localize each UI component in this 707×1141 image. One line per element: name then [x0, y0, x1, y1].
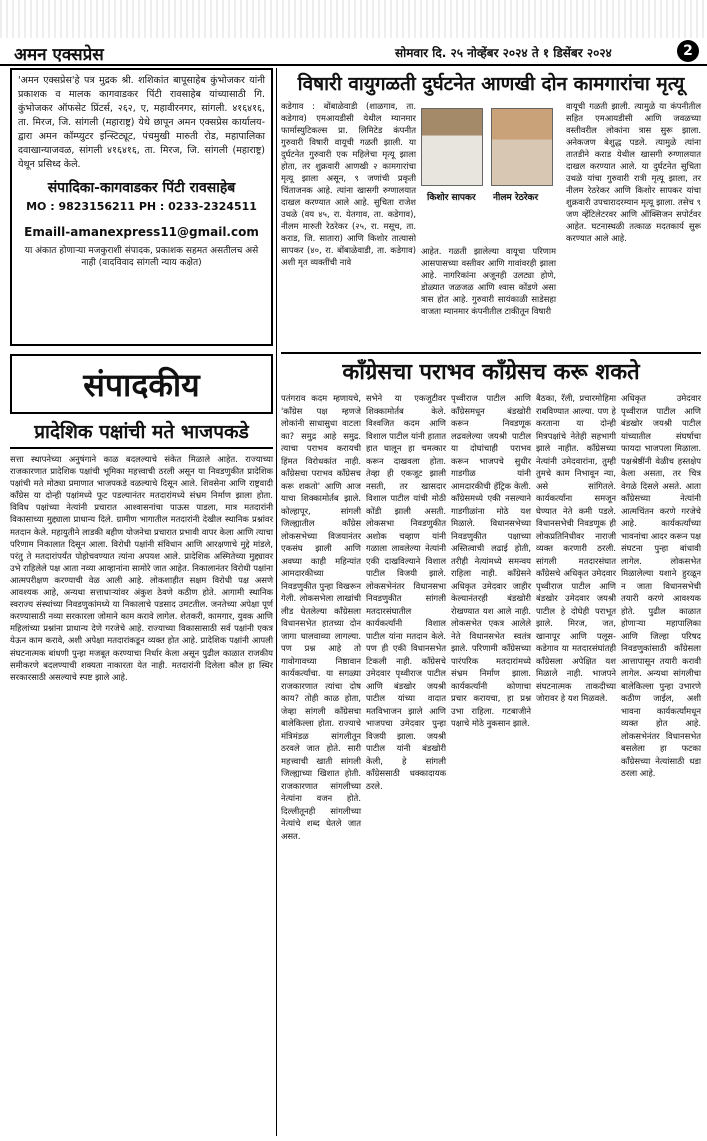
story2	[281, 392, 701, 1136]
story2-headline: काँग्रेसचा पराभव काँग्रेसच करू शकते	[342, 359, 640, 385]
story1-column-c: वायूची गळती झाली. त्यामुळे या कंपनीतील सहित एमआयडीसी आणि जवळच्या वस्तीवरील लोकांना त्रास सुरू झाला. अनेकजण बेशुद्ध पडले. त्यामुळे त्यांना तातडीने कराड येथील खासगी रुग्णालयात दाखल करण्यात आले. या दुर्घटनेत सुचिता उथळे यांचा गुरुवारी रात्री मृत्यू झाला, तर नीलम रेठरेकर आणि किशोर सापकर यांचा शुक्रवारी उपचारादरम्यान मृत्यू झाला. तसेच ९ जण व्हेंटिलेटरवर आणि ऑक्सिजन सपोर्टवर आहेत. घटनास्थळी तत्काळ मदतकार्य सुरू करण्यात आले आहे.	[566, 101, 701, 243]
photo-kishor-sapkar	[421, 108, 483, 186]
left-column	[10, 68, 273, 1136]
date-line: सोमवार दि. २५ नोव्हेंबर २०२४ ते १ डिसेंबर २०२४	[395, 46, 612, 60]
editorial-banner-text: संपादकीय	[83, 365, 200, 404]
editorial-banner	[10, 354, 273, 414]
story2-column-1: पतंगराव कदम म्हणायचे, 'काँग्रेस पक्ष म्हणजे लोकांनी साधासुधा वाटला का? समुद्र आहे समुद्र. त्याचा पराभव करायची हिंमत विरोधकांत नाही. काँग्रेसचा पराभव काँग्रेसच करू शकतो' आणि आज याचा शिक्कामोर्तब झाले. कोल्हापूर, सांगली जिल्ह्यातील काँग्रेस लोकसभेच्या विजयानंतर एकसंघ झाली आणि अवघ्या काही महिन्यांत आमदारकीच्या निवडणुकीत पुन्हा विखरून गेली. लोकसभेला लाखांची लीड घेतलेल्या काँग्रेसला विधानसभेत हातच्या दोन जागा घालवाव्या लागल्या. पण प्रश्न आहे तो गावोगावच्या निष्ठावान कार्यकर्त्यांचा. या सगळ्या राजकारणात त्यांचा दोष काय? तोही काळ होता, जेव्हा सांगली काँग्रेसचा बालेकिल्ला होता. राज्याचे मंत्रिमंडळ सांगलीतून ठरवले जात होते. सारी महत्त्वाची खाती सांगली जिल्ह्याच्या खिशात होती. राजकारणात सांगलीच्या नेत्यांना वजन होते. दिल्लीतूनही सांगलीच्या नेत्यांचे शब्द घेतले जात असत.	[281, 393, 361, 841]
story2-column-3: पृथ्वीराज पाटील आणि काँग्रेसमधून बंडखोरी करून निवडणूक लढवलेल्या जयश्री पाटील या दोघांचाही पराभव करून भाजपचे सुधीर गाडगीळ यांनी आमदारकीची हॅट्रिक केली. काँग्रेसमध्ये एकी नसल्याने गाडगीळांना मोठे यश मिळाले. विधानसभेच्या निवडणुकीत पक्षाच्या अस्तित्वाची लढाई होती, तरीही नेत्यांमध्ये समन्वय राहिला नाही. काँग्रेसने अधिकृत उमेदवार जाहीर केल्यानंतरही बंडखोरी रोखण्यात यश आले नाही. लोकसभेत एकत्र आलेले नेते विधानसभेत स्वतंत्र झाले. परिणामी काँग्रेसच्या पारंपरिक मतदारांमध्ये संभ्रम निर्माण झाला. कार्यकर्त्यांनी कोणाचा प्रचार करायचा, हा प्रश्न उभा राहिला. गटबाजीने पक्षाचे मोठे नुकसान झाले.	[451, 393, 531, 728]
page-number: 2	[677, 40, 699, 62]
imprint-box	[10, 68, 273, 346]
legal-note: या अंकात होणाऱ्या मजकुराशी संपादक, प्रकाशक सहमत असतीलच असे नाही (वादविवाद सांगली न्याय कक्षेत)	[24, 246, 259, 268]
page-header	[0, 40, 707, 66]
contact-email: Emaill-amanexpress11@gmail.com	[24, 225, 259, 239]
photo-neelam-rethrekar	[491, 108, 553, 186]
story2-column-2: सभेने या एकजुटीवर शिक्कामोर्तब केले. विश्वजित कदम आणि विशाल पाटील यांनी हातात हात घालून हा चमत्कार करून दाखवला होता. तेव्हा ही एकजूट झाली नसती, तर खासदार विशाल पाटील यांची मोठी कोंडी झाली असती. लोकसभा निवडणुकीत अशोक चव्हाण यांनी गळाला लावलेल्या नेत्यांनी एकी दाखविल्याने विशाल पाटील विजयी झाले. लोकसभेनंतर विधानसभा निवडणुकीत सांगली मतदारसंघातील कार्यकर्त्यांनी विशाल पाटील यांना मतदान केले. पण ही एकी विधानसभेत टिकली नाही. काँग्रेसचे उमेदवार पृथ्वीराज पाटील आणि बंडखोर जयश्री पाटील यांच्या वादात मतविभाजन झाले आणि भाजपचा उमेदवार पुन्हा विजयी झाला. जयश्री पाटील यांनी बंडखोरी केली, हे सांगली काँग्रेससाठी धक्कादायक ठरले.	[366, 393, 446, 791]
story1-column-a: कडेगाव : बोंबाळेवाडी (शाळगाव, ता. कडेगाव) एमआयडीसी येथील म्यानमार फार्मास्युटिकल्स प्रा. लिमिटेड कंपनीत गुरुवारी विषारी वायूची गळती झाली. या दुर्घटनेत गुरुवारी एक महिलेचा मृत्यू झाला होता, तर शुक्रवारी आणखी २ कामगारांचा मृत्यू झाला असून, ९ जणांची प्रकृती चिंताजनक आहे. त्यांना खासगी रुग्णालयात दाखल करण्यात आले आहे. सुचिता राजेश उथळे (वय ४५, रा. येतगाव, ता. कडेगाव), नीलम मारुती रेठरेकर (२५, रा. मसूच, ता. कराड, जि. सातारा) आणि किशोर तात्यासो सापकर (४०, रा. बोंबाळेवाडी, ता. कडेगाव) अशी मृत व्यक्तींची नावे	[281, 101, 416, 267]
top-strip	[0, 0, 707, 38]
column-divider	[276, 68, 277, 1136]
paper-name: अमन एक्सप्रेस	[14, 45, 104, 65]
editor-name: संपादिका-कागवाडकर पिंटी रावसाहेब	[47, 180, 236, 196]
story1-headline: विषारी वायुगळती दुर्घटनेत आणखी दोन कामगारांचा मृत्यू	[297, 73, 685, 95]
contact-numbers: MO : 9823156211 PH : 0233-2324511	[26, 200, 257, 213]
story1	[281, 100, 701, 352]
photo-caption-1: किशोर सापकर	[427, 193, 476, 203]
editorial-headline: प्रादेशिक पक्षांची मते भाजपकडे	[10, 418, 273, 449]
story2-column-4: बैठका, रॅली, प्रचारमोहिमा राबविण्यात आल्या. पण हे करताना या दोन्ही मित्रपक्षांचे नेतेही सहभागी झाले नाहीत. काँग्रेसच्या नेत्यांनी उमेदवारांना, तुम्ही तुमचे काम निभावून न्या, असे सांगितले. कार्यकर्त्यांना समजून घेण्यात नेते कमी पडले. विधानसभेची निवडणूक ही लोकप्रतिनिधीवर नाराजी व्यक्त करणारी ठरली. सांगली मतदारसंघात काँग्रेसचे अधिकृत उमेदवार पृथ्वीराज पाटील आणि बंडखोर उमेदवार जयश्री पाटील हे दोघेही पराभूत झाले. मिरज, जत, खानापूर आणि पलूस-कडेगाव या मतदारसंघांतही काँग्रेसला अपेक्षित यश मिळाले नाही. भाजपने संघटनात्मक ताकदीच्या जोरावर हे यश मिळवले.	[536, 393, 616, 703]
story1-column-b: आहेत. गळती झालेल्या वायूचा परिणाम आसपासच्या वस्तीवर आणि गावांवरही झाला आहे. नागरिकांना अजूनही उलट्या होणे, डोळ्यात जळजळ आणि श्वास कोंडणे असा त्रास होत आहे. गुरुवारी सायंकाळी साडेसहा वाजता म्यानमार कंपनीतील टाकीतून विषारी	[421, 246, 556, 316]
photo-caption-2: नीलम रेठरेकर	[493, 193, 539, 203]
section-divider	[281, 352, 701, 354]
imprint-text: 'अमन एक्सप्रेस'हे पत्र मुद्रक श्री. शशिकांत बापूसाहेब कुंभोजकर यांनी प्रकाशक व मालक कागवाडकर पिंटी रावसाहेब यांच्यासाठी गि. कुंभोजकर ऑफसेट प्रिंटर्स, २६२, ए, महावीरनगर, सांगली. ४१६४१६, ता. मिरज, जि. सांगली (महाराष्ट्र) येथे छापून अमन एक्सप्रेस कार्यालय-द्वारा अमन कॉम्प्युटर इन्स्टिट्यूट, पंचमुखी मारुती रोड, महापालिका दवाखान्याजवळ, सांगली ४१६४१६, ता. मिरज, जि. सांगली (महाराष्ट्र) येथून प्रसिध्द केले.	[18, 75, 265, 170]
editorial-body: सत्ता स्थापनेच्या अनुषंगाने काळ बदलल्याचे संकेत मिळाले आहेत. राज्याच्या राजकारणात प्रादेशिक पक्षांची भूमिका महत्त्वाची ठरली असून या निवडणुकीत प्रादेशिक पक्षांची मते मोठ्या प्रमाणात भाजपकडे वळल्याचे दिसून आले. शिवसेना आणि राष्ट्रवादी काँग्रेस या दोन्ही पक्षांमध्ये फूट पडल्यानंतर मतदारांमध्ये संभ्रम निर्माण झाला होता. विविध पक्षांच्या नेत्यांनी प्रचारात आश्वासनांचा पाऊस पाडला, मात्र मतदारांनी विकासाच्या मुद्द्याला प्राधान्य दिले. ग्रामीण भागातील मतदारांनी देखील स्थानिक प्रश्नांवर मतदान केले. महायुतीने लाडकी बहीण योजनेचा प्रचारात प्रभावी वापर केला आणि त्याचा परिणाम निकालात दिसून आला. विरोधी पक्षांनी संविधान आणि आरक्षणाचे मुद्दे मांडले, परंतु ते मतदारांपर्यंत पोहोचवण्यात त्यांना अपयश आले. प्रादेशिक अस्मितेच्या मुद्द्यावर उभे राहिलेले पक्ष आता नव्या आव्हानांना सामोरे जात आहेत. निकालानंतर विरोधी पक्षांना आत्मपरीक्षण करण्याची वेळ आली आहे. लोकशाहीत सक्षम विरोधी पक्ष असणे आवश्यक आहे, अन्यथा सत्ताधाऱ्यांवर अंकुश ठेवणे कठीण होते. आगामी स्थानिक स्वराज्य संस्थांच्या निवडणुकांमध्ये या निकालाचे पडसाद उमटतील. जनतेच्या अपेक्षा पूर्ण करण्यासाठी नव्या सरकारला जोमाने काम करावे लागेल. शेतकरी, कामगार, युवक आणि महिलांच्या प्रश्नांना प्राधान्य देणे गरजेचे आहे. राज्याच्या विकासासाठी सर्व पक्षांनी एकत्र येऊन काम करावे, अशी अपेक्षा मतदारांकडून व्यक्त होत आहे. प्रादेशिक पक्षांनी आपली संघटनात्मक बांधणी पुन्हा मजबूत करण्याचा निर्धार केला असून पुढील काळात राजकीय समीकरणे बदलण्याची शक्यता नाकारता येत नाही. मतदारांनी दिलेला कौल हा स्थिर सरकारसाठी असल्याचे स्पष्ट झाले आहे.	[10, 454, 273, 682]
story2-column-5: अधिकृत उमेदवार पृथ्वीराज पाटील आणि बंडखोर जयश्री पाटील यांच्यातील संघर्षाचा फायदा भाजपला मिळाला. पक्षश्रेष्ठींनी वेळीच हस्तक्षेप केला असता, तर चित्र वेगळे दिसले असते. आता काँग्रेसच्या नेत्यांनी आत्मचिंतन करणे गरजेचे आहे. कार्यकर्त्यांच्या भावनांचा आदर करून पक्ष संघटना पुन्हा बांधावी लागेल. लोकसभेत मिळालेल्या यशाने हुरळून न जाता विधानसभेची तयारी करणे आवश्यक होते. पुढील काळात होणाऱ्या महापालिका आणि जिल्हा परिषद निवडणुकांसाठी काँग्रेसला आत्तापासून तयारी करावी लागेल. अन्यथा सांगलीचा बालेकिल्ला पुन्हा उभारणे कठीण जाईल, अशी भावना कार्यकर्त्यांमधून व्यक्त होत आहे. लोकसभेनंतर विधानसभेत बसलेला हा फटका काँग्रेसच्या नेत्यांसाठी धडा ठरला आहे.	[621, 393, 701, 778]
